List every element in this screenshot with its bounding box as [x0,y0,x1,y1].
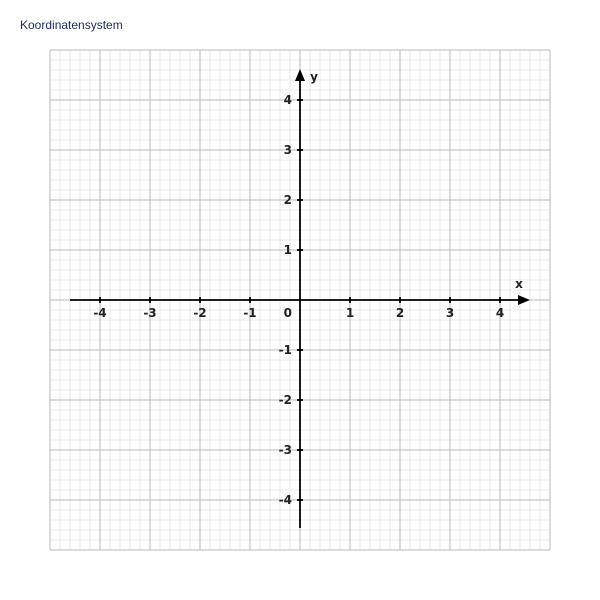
labels [93,70,523,507]
x-tick-label: 1 [345,306,355,320]
page-title: Koordinatensystem [20,18,123,32]
y-tick-label: -4 [278,493,292,507]
x-tick-label: 3 [445,306,455,320]
y-tick-label: -2 [278,393,292,407]
y-axis-label: y [310,70,318,84]
x-tick-label: -1 [243,306,257,320]
y-tick-label: -3 [278,443,292,457]
x-axis-label: x [515,277,523,291]
x-tick-label: 4 [495,306,505,320]
x-tick-label: -3 [143,306,157,320]
axes [70,69,530,528]
y-tick-label: 3 [283,143,292,157]
x-tick-label: 2 [395,306,405,320]
y-tick-label: -1 [278,343,292,357]
x-axis-arrow-icon [518,295,530,305]
y-tick-label: 4 [283,93,292,107]
y-tick-label: 2 [283,193,292,207]
x-tick-label: -2 [193,306,207,320]
y-axis-arrow-icon [295,69,305,81]
origin-label: 0 [283,306,292,320]
y-tick-label: 1 [283,243,292,257]
x-tick-label: -4 [93,306,107,320]
